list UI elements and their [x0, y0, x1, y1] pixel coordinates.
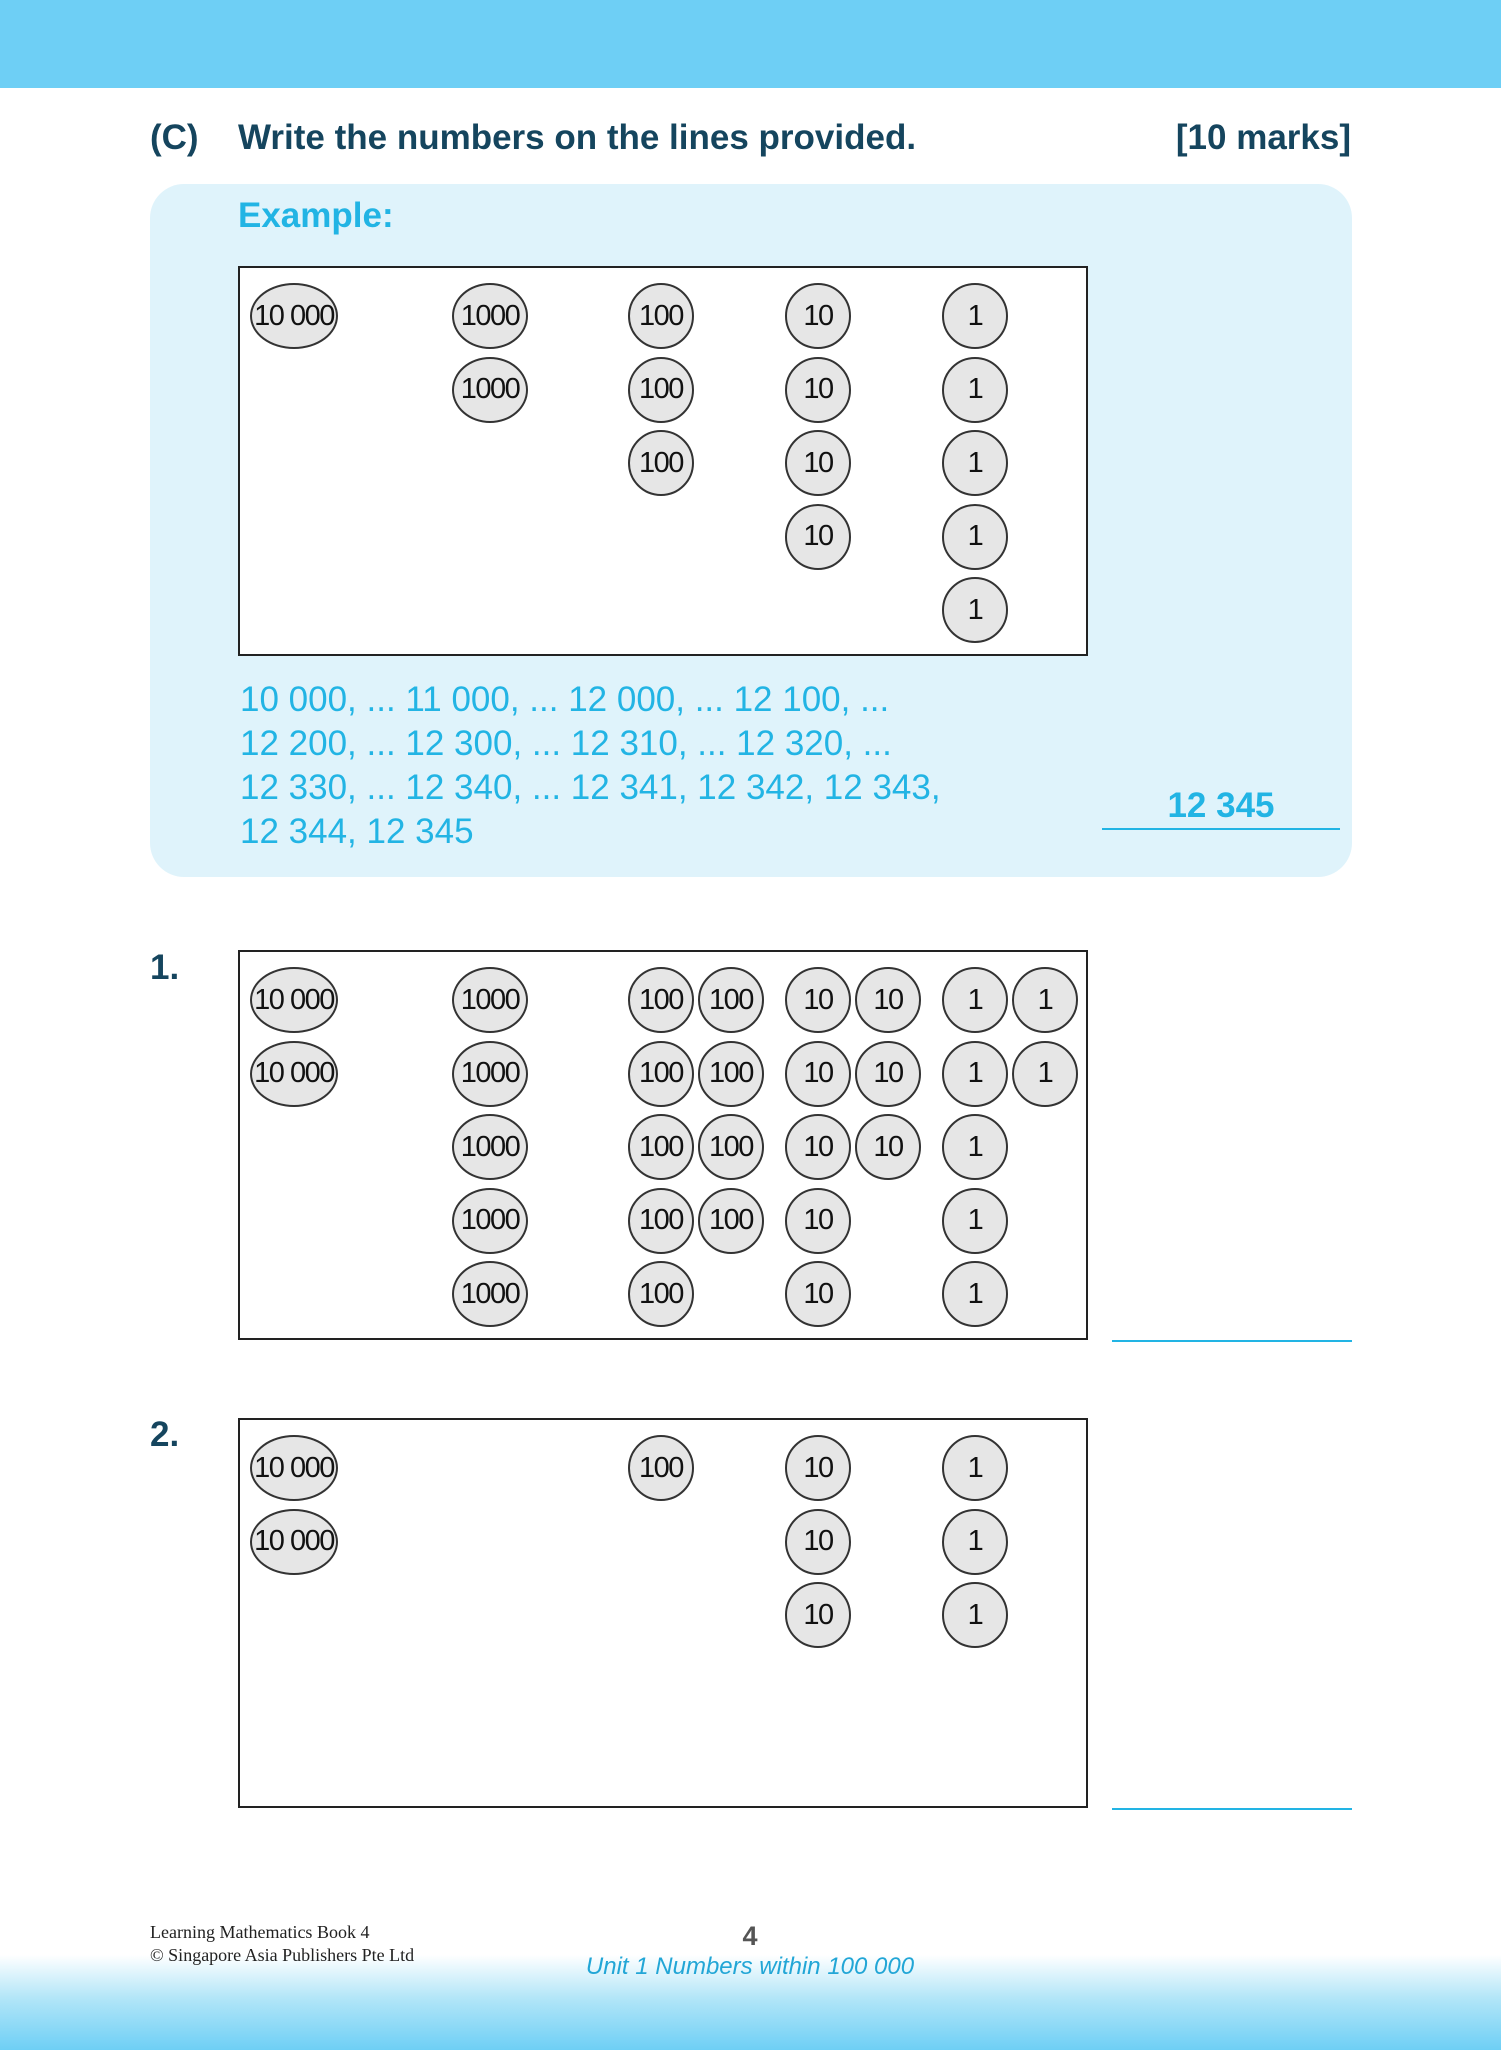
instruction-heading: Write the numbers on the lines provided.	[238, 118, 917, 157]
question-1-disc-tens: 10	[785, 1041, 851, 1107]
question-1-number: 1.	[150, 948, 180, 987]
question-2-disc-ten-thousands: 10 000	[250, 1435, 338, 1501]
question-1-disc-ones: 1	[942, 967, 1008, 1033]
question-2-disc-tens: 10	[785, 1509, 851, 1575]
example-disc-hundreds: 100	[628, 430, 694, 496]
example-disc-ones: 1	[942, 504, 1008, 570]
question-1-disc-hundreds: 100	[698, 1041, 764, 1107]
question-1-disc-thousands: 1000	[452, 1114, 528, 1180]
question-1-disc-ones: 1	[1012, 967, 1078, 1033]
question-1-disc-thousands: 1000	[452, 1188, 528, 1254]
question-2-disc-hundreds: 100	[628, 1435, 694, 1501]
question-1-disc-ones: 1	[942, 1114, 1008, 1180]
question-2-number: 2.	[150, 1415, 180, 1454]
top-color-band	[0, 0, 1501, 88]
question-1-disc-thousands: 1000	[452, 1261, 528, 1327]
question-1-disc-hundreds: 100	[698, 967, 764, 1033]
question-2-answer-line[interactable]	[1112, 1808, 1352, 1810]
question-2-disc-tens: 10	[785, 1435, 851, 1501]
example-title: Example:	[238, 196, 394, 235]
question-1-answer-line[interactable]	[1112, 1340, 1352, 1342]
example-disc-ones: 1	[942, 283, 1008, 349]
example-working-line-2: 12 200, ... 12 300, ... 12 310, ... 12 320, ...	[240, 724, 892, 763]
example-disc-hundreds: 100	[628, 283, 694, 349]
example-working-line-4: 12 344, 12 345	[240, 812, 474, 851]
example-disc-hundreds: 100	[628, 357, 694, 423]
example-working-line-1: 10 000, ... 11 000, ... 12 000, ... 12 100, ...	[240, 680, 890, 719]
question-1-disc-ones: 1	[1012, 1041, 1078, 1107]
question-1-disc-ones: 1	[942, 1261, 1008, 1327]
question-1-disc-tens: 10	[785, 1188, 851, 1254]
question-2-disc-ones: 1	[942, 1435, 1008, 1501]
question-2-disc-tens: 10	[785, 1582, 851, 1648]
question-1-disc-tens: 10	[855, 1041, 921, 1107]
question-2-disc-ones: 1	[942, 1509, 1008, 1575]
question-2-place-value-chart	[238, 1418, 1088, 1808]
page-number: 4	[742, 1921, 758, 1951]
marks-label: [10 marks]	[1175, 118, 1351, 157]
question-2-disc-ten-thousands: 10 000	[250, 1509, 338, 1575]
footer-unit-title: Unit 1 Numbers within 100 000	[585, 1953, 915, 1980]
example-disc-tens: 10	[785, 283, 851, 349]
question-1-disc-hundreds: 100	[628, 1261, 694, 1327]
question-2-disc-ones: 1	[942, 1582, 1008, 1648]
example-disc-tens: 10	[785, 357, 851, 423]
question-1-disc-thousands: 1000	[452, 1041, 528, 1107]
question-1-disc-hundreds: 100	[698, 1188, 764, 1254]
example-disc-ones: 1	[942, 430, 1008, 496]
question-1-place-value-chart	[238, 950, 1088, 1340]
example-disc-ones: 1	[942, 357, 1008, 423]
question-1-disc-tens: 10	[855, 1114, 921, 1180]
question-1-disc-hundreds: 100	[628, 1114, 694, 1180]
question-1-disc-hundreds: 100	[628, 1041, 694, 1107]
footer-copyright: © Singapore Asia Publishers Pte Ltd	[150, 1945, 415, 1965]
question-1-disc-tens: 10	[785, 967, 851, 1033]
question-1-disc-hundreds: 100	[698, 1114, 764, 1180]
question-1-disc-hundreds: 100	[628, 967, 694, 1033]
section-label: (C)	[150, 118, 199, 157]
question-1-disc-hundreds: 100	[628, 1188, 694, 1254]
question-1-disc-tens: 10	[785, 1114, 851, 1180]
question-1-disc-tens: 10	[855, 967, 921, 1033]
example-working-line-3: 12 330, ... 12 340, ... 12 341, 12 342, 12 343,	[240, 768, 941, 807]
example-answer: 12 345	[1167, 786, 1275, 825]
footer-book-title: Learning Mathematics Book 4	[150, 1922, 370, 1942]
example-disc-thousands: 1000	[452, 283, 528, 349]
example-disc-tens: 10	[785, 504, 851, 570]
example-disc-tens: 10	[785, 430, 851, 496]
question-1-disc-ones: 1	[942, 1188, 1008, 1254]
example-disc-ones: 1	[942, 577, 1008, 643]
question-1-disc-thousands: 1000	[452, 967, 528, 1033]
example-place-value-chart	[238, 266, 1088, 656]
question-1-disc-ten-thousands: 10 000	[250, 967, 338, 1033]
example-disc-ten-thousands: 10 000	[250, 283, 338, 349]
question-1-disc-ones: 1	[942, 1041, 1008, 1107]
question-1-disc-ten-thousands: 10 000	[250, 1041, 338, 1107]
example-disc-thousands: 1000	[452, 357, 528, 423]
question-1-disc-tens: 10	[785, 1261, 851, 1327]
example-answer-line	[1102, 828, 1340, 830]
